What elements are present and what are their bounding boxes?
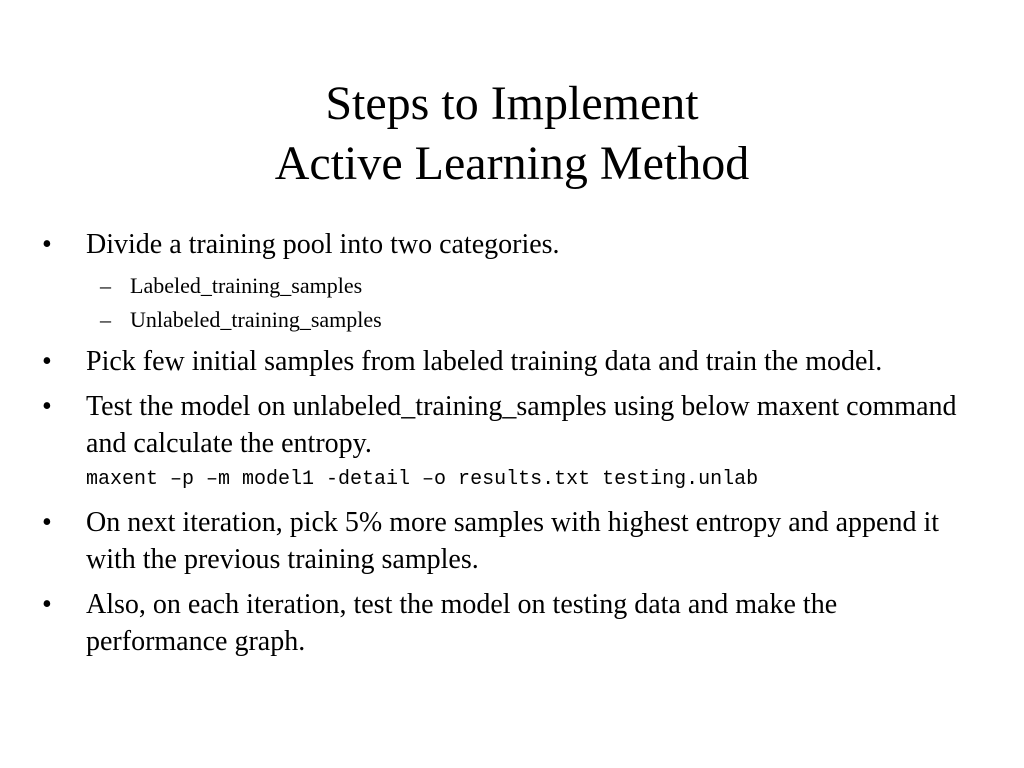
sub-bullet-item-1 [40,271,980,301]
bullet-text: Pick few initial samples from labeled training data and train the model. [86,346,883,377]
slide-title-line-1: Steps to Implement [325,77,699,130]
slide-title [0,74,1024,194]
bullet-text: Divide a training pool into two categories. [86,229,560,260]
sub-bullet-item-2 [40,305,980,335]
sub-bullet-marker: – [100,273,111,298]
bullet-item-5 [40,586,980,660]
sub-bullet-text: Labeled_training_samples [130,273,363,298]
bullet-marker: • [42,229,52,260]
bullet-item-4 [40,504,980,578]
bullet-item-1 [40,226,980,263]
bullet-marker: • [42,391,52,422]
slide-title-line-2: Active Learning Method [274,137,750,190]
bullet-item-3 [40,388,980,462]
bullet-list [40,226,980,668]
bullet-item-2 [40,343,980,380]
sub-bullet-text: Unlabeled_training_samples [130,307,382,332]
bullet-marker: • [42,507,52,538]
command-code-line: maxent –p –m model1 -detail –o results.txt testing.unlab [86,468,759,491]
bullet-text: Test the model on unlabeled_training_samples using below maxent command and calculate the entropy. [86,391,957,459]
sub-bullet-list [40,271,980,335]
sub-bullet-marker: – [100,307,111,332]
bullet-marker: • [42,346,52,377]
bullet-text: Also, on each iteration, test the model on testing data and make the performance graph. [86,589,838,657]
bullet-text: On next iteration, pick 5% more samples with highest entropy and append it with the previous training samples. [86,507,940,575]
bullet-marker: • [42,589,52,620]
